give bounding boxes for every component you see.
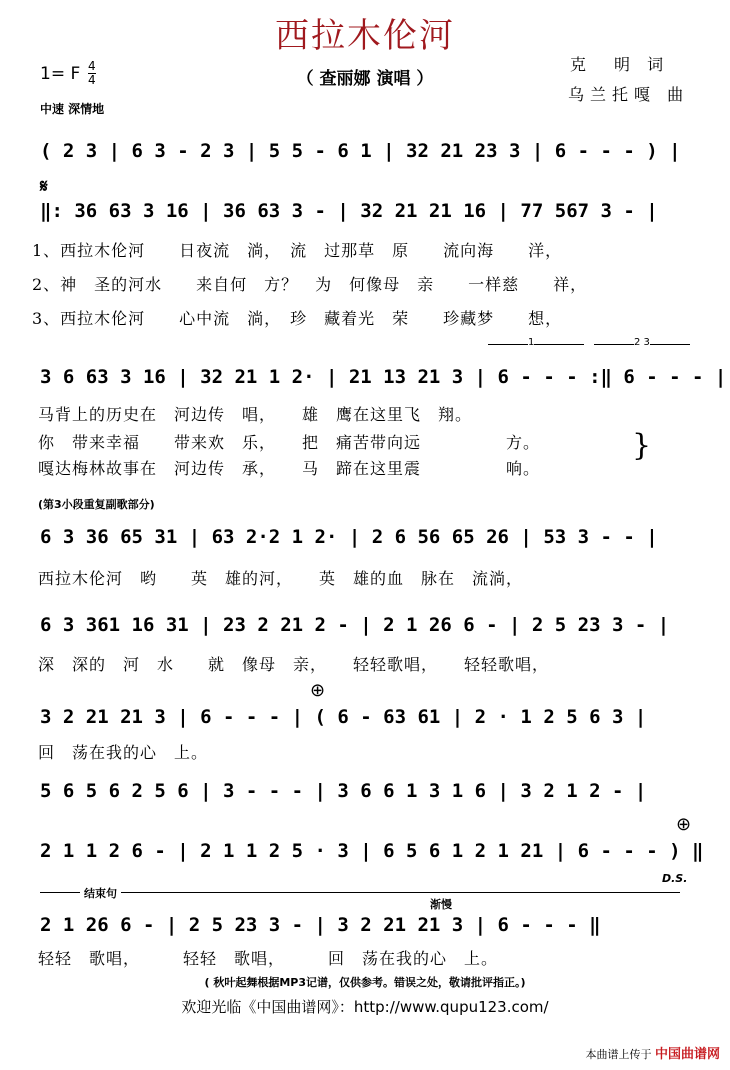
site-logo[interactable]: 中国曲谱网 (654, 1047, 720, 1062)
ritardando-marking: 渐慢 (430, 898, 452, 911)
score-line-3 (40, 366, 727, 396)
score-line-intro (40, 140, 700, 170)
segno-icon: 𝄋 (40, 176, 48, 197)
welcome-line: 欢迎光临《中国曲谱网》：http://www.qupu123.com/ (181, 998, 549, 1016)
notation-text: ‖: 36 63 3 16 | 36 63 3 - | 32 21 21 16 | 77 567 3 - | (40, 200, 658, 222)
notation-text: 2 1 1 2 6 - | 2 1 1 2 5 · 3 | 6 5 6 1 2 1 21 | 6 - - - ) ‖ (40, 840, 704, 862)
dal-segno-mark: D.S. (662, 872, 688, 885)
key-signature: 1= F (40, 64, 81, 84)
coda-icon: ⊕ (310, 680, 326, 701)
score-line-6 (40, 706, 700, 736)
ending-bracket (40, 892, 680, 893)
score-line-4 (40, 526, 700, 556)
lyric-line3-verse2: 你 带来幸福 带来欢 乐， 把 痛苦带向远 方。 (38, 433, 541, 452)
ending-label: 结束句 (80, 885, 121, 901)
brace-icon: } (632, 428, 653, 463)
coda-icon: ⊕ (676, 814, 692, 835)
composer-credit: 乌兰托嘎 曲 (568, 85, 690, 104)
notation-text: 2 1 26 6 - | 2 5 23 3 - | 3 2 21 21 3 | 6 - - - ‖ (40, 914, 601, 936)
score-line-7 (40, 780, 700, 810)
lyric-line3-verse1: 马背上的历史在 河边传 唱， 雄 鹰在这里飞 翔。 (38, 405, 473, 424)
notation-text: 6 3 36 65 31 | 63 2·2 1 2· | 2 6 56 65 26 | 53 3 - - | (40, 526, 658, 548)
notation-text: 3 6 63 3 16 | 32 21 1 2· | 21 13 21 3 | 6 - - - :‖ 6 - - - | (40, 366, 727, 388)
score-line-2 (40, 200, 700, 230)
lyric-line-5: 深 深的 河 水 就 像母 亲， 轻轻歌唱， 轻轻歌唱， (38, 655, 550, 674)
lyric-line-6: 回 荡在我的心 上。 (38, 743, 209, 762)
tempo-marking: 中速 深情地 (40, 102, 105, 116)
notation-text: ( 2 3 | 6 3 - 2 3 | 5 5 - 6 1 | 32 21 23 3 | 6 - - - ) | (40, 140, 681, 162)
notation-text: 5 6 5 6 2 5 6 | 3 - - - | 3 6 6 1 3 1 6 | 3 2 1 2 - | (40, 780, 647, 802)
notation-text: 3 2 21 21 3 | 6 - - - | ( 6 - 63 61 | 2 · 1 2 5 6 3 | (40, 706, 647, 728)
volta-second-ending: 2 3 (594, 344, 690, 355)
score-line-5 (40, 614, 700, 644)
song-title: 西拉木伦河 (275, 16, 455, 56)
time-signature: $\frac{4}{4}$ (88, 59, 96, 87)
lyric-verse-2: 2、神 圣的河水 来自何 方？ 为 何像母 亲 一样慈 祥， (32, 275, 588, 294)
lyricist-credit: 克 明 词 (570, 55, 670, 74)
upload-prefix: 本曲谱上传于 (585, 1048, 652, 1061)
upload-logo (585, 1043, 720, 1062)
volta-first-ending: 1 (488, 344, 584, 355)
chorus-note: (第3小段重复副歌部分) (38, 498, 155, 511)
transcriber-note: ( 秋叶起舞根据MP3记谱，仅供参考。错误之处，敬请批评指正。) (204, 976, 526, 989)
lyric-verse-1: 1、西拉木伦河 日夜流 淌， 流 过那草 原 流向海 洋， (32, 241, 563, 260)
lyric-ending: 轻轻 歌唱， 轻轻 歌唱， 回 荡在我的心 上。 (38, 949, 499, 968)
notation-text: 6 3 361 16 31 | 23 2 21 2 - | 2 1 26 6 - | 2 5 23 3 - | (40, 614, 670, 636)
lyric-line3-verse3: 嘎达梅林故事在 河边传 承， 马 蹄在这里震 响。 (38, 459, 541, 478)
singer-credit: （ 查丽娜 演唱 ） (296, 69, 434, 89)
lyric-line-4: 西拉木伦河 哟 英 雄的河， 英 雄的血 脉在 流淌， (38, 569, 524, 588)
score-line-8 (40, 840, 704, 870)
lyric-verse-3: 3、西拉木伦河 心中流 淌， 珍 藏着光 荣 珍藏梦 想， (32, 309, 563, 328)
score-line-ending (40, 914, 700, 944)
